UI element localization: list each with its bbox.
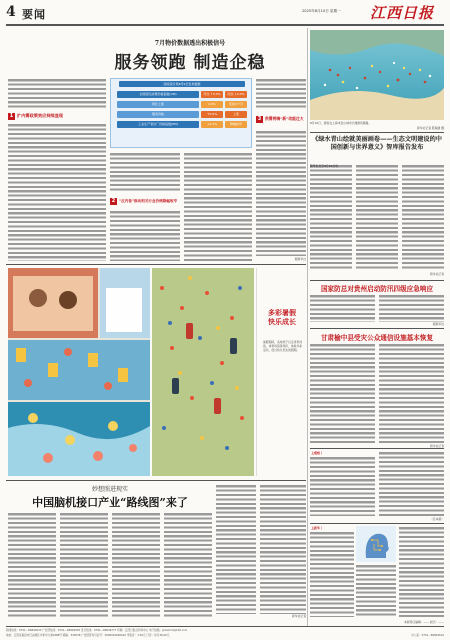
beach-photo-credit: 新华社记者 陈瑞建 摄: [417, 126, 444, 130]
date-line: 2025年8月10日 星期一: [302, 9, 341, 13]
lead-subhead-2: [110, 195, 180, 207]
infographic-row: 工业生产者出厂价格指数(PPI) ↓0.2% 降幅收窄: [117, 121, 247, 128]
brain-body-col1: [8, 512, 56, 618]
comment2-body-col2: [356, 564, 396, 617]
footer-line1: 新闻热线：0791—86849933 广告部热线：0791—86849955 发行热线：0791—86849777 印刷：江西日报社印务中心 电子信箱：jxrbwhm@126.com: [6, 629, 188, 632]
rule: [310, 280, 444, 281]
lead-subhead-3: [256, 112, 306, 126]
column-divider: [307, 28, 308, 626]
brain-body-col5: [216, 484, 256, 614]
gansu-body-col1: [310, 343, 375, 443]
lead-byline: 据新华社: [294, 257, 306, 261]
infographic-title: 国家统计局8月9日发布数据: [119, 81, 245, 87]
lead-body-col2b: [110, 210, 180, 261]
rule: [310, 132, 444, 133]
gansu-headline: 甘肃榆中县受灾公众通信设施基本恢复: [320, 334, 434, 342]
subhead-number: 1: [9, 112, 14, 119]
kids-collage-image: [8, 268, 150, 476]
brain-byline: 新华社记者: [292, 614, 306, 618]
beach-photo: [310, 30, 444, 120]
kids-photo-collage: [8, 268, 150, 476]
lead-kicker: 7月物价数据透出积极信号: [154, 40, 226, 47]
infographic-rows: [117, 91, 247, 128]
flood-body-col1: [310, 294, 375, 322]
climbing-photo: [152, 268, 254, 476]
brain-headline: 中国脑机接口产业“路线图”来了: [32, 496, 188, 509]
cpi-infographic: [110, 78, 252, 148]
masthead-rule: [6, 24, 444, 26]
comment2-label: 上新华丨: [311, 526, 324, 530]
subhead-text: “反内卷”推动相关行业价格降幅收窄: [119, 198, 178, 203]
climbing-image: [152, 268, 254, 476]
section-title: 要闻: [22, 8, 46, 21]
lead-body-col2a: [110, 152, 180, 192]
comment1-body-col1: [310, 456, 375, 516]
subhead-number: 3: [257, 115, 262, 122]
comment2-body-col3: [399, 526, 444, 617]
rule: [310, 448, 444, 449]
flood-body-col2: [379, 294, 444, 322]
brain-kicker: 妙想照进现实: [91, 486, 128, 493]
beach-photo-caption: 8月10日，游客在上海市金山城市沙滩游玩避暑。: [310, 121, 372, 125]
brain-body-col6: [260, 484, 306, 614]
comment1-body-col2: [379, 451, 444, 516]
comment1-credit: （吕本富）: [430, 517, 444, 521]
lead-body-col4a: [256, 78, 306, 108]
subhead-text: 扩内需政策效应持续显现: [17, 113, 64, 118]
footer-fax: 办公室：0791—86849610: [411, 634, 444, 637]
infographic-row: 同比上涨 0.8% 连续3个月: [117, 101, 247, 108]
green-body-col1: [310, 164, 352, 270]
brain-body-col3: [112, 512, 160, 618]
photo-story-title: 多彩暑假快乐成长: [268, 308, 296, 326]
green-byline: 新华社北京8月10日电: [310, 164, 339, 168]
gansu-credit: 新华社记者: [430, 444, 444, 448]
brain-body-col2: [60, 512, 108, 618]
subhead-number: 2: [111, 197, 116, 204]
newspaper-logo: 江西日报: [370, 4, 435, 22]
footer-line2: 地址：江西省南昌市红谷滩区丰和中大道1888号 邮编：330038 广告经营许可证号：3600004000002 零售价：1.50元 订价：每月36.00元: [6, 634, 170, 637]
lead-body-col1a: [8, 78, 106, 108]
green-report-headline: 《绿水青山绘就美丽画卷——生态文明建设的中国创新与世界意义》智库报告发布: [312, 136, 442, 151]
brain-body-col4: [164, 512, 212, 618]
photo-story-sidebar: [256, 268, 306, 476]
rule: [6, 480, 306, 481]
gansu-body-col2: [379, 343, 444, 443]
page-editor: 本版责任编辑：—— 版式：——: [403, 620, 444, 624]
rule: [310, 523, 444, 524]
flood-headline: 国家防总对贵州启动防汛四级应急响应: [320, 285, 434, 293]
green-body-col2: [356, 164, 398, 270]
flood-credit: 据新华社: [432, 322, 444, 326]
infographic-row: 全国居民消费价格指数(CPI) 环比 ↑0.4% 同比 ↓0.4%: [117, 91, 247, 98]
page-number: 4: [6, 4, 16, 20]
lead-body-col1b: [8, 123, 106, 261]
photo-story-caption: 暑假期间，各地孩子们走进科技馆、体育场馆等场所，体验多彩活动，度过快乐充实的假期。: [263, 340, 303, 352]
subhead-text: 供需两端“新”动能壮大: [265, 116, 304, 121]
infographic-row: 服务价格 ↑0.6% 上涨: [117, 111, 247, 118]
lead-body-col4b: [256, 130, 306, 256]
lead-headline: 服务领跑 制造企稳: [114, 53, 266, 73]
comment2-body-col1: [310, 531, 354, 617]
green-credit: 新华社记者: [430, 272, 444, 276]
lead-subhead-1: [8, 112, 106, 120]
green-body-col3: [402, 164, 444, 270]
brain-head-icon: [356, 526, 396, 562]
comment1-label: 上观察丨: [311, 451, 324, 455]
rule: [310, 328, 444, 329]
ai-head-illustration: [356, 526, 396, 562]
beach-photo-image: [310, 30, 444, 120]
footer-rule: [6, 626, 444, 627]
rule: [6, 264, 306, 265]
lead-body-col3: [184, 152, 252, 261]
